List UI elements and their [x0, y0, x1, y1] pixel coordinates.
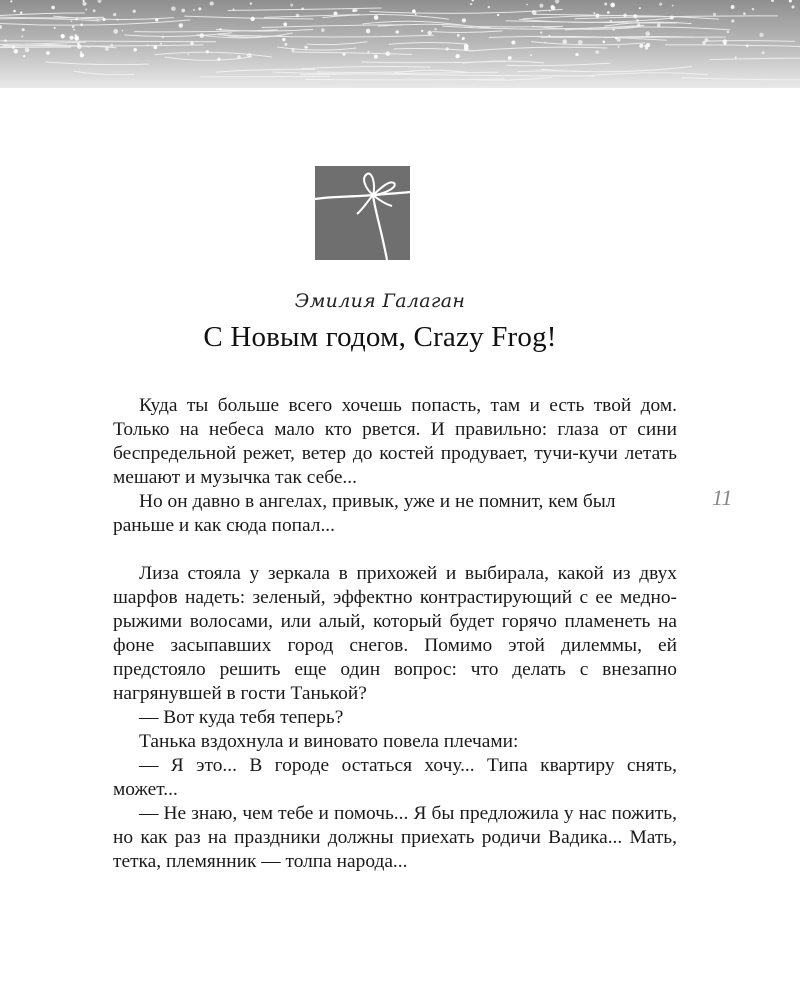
snow-dot — [791, 5, 794, 8]
snow-dot — [646, 43, 650, 47]
snow-dot — [333, 11, 337, 15]
snow-dot — [352, 9, 355, 12]
snow-dot — [604, 3, 607, 6]
snow-dot — [110, 44, 113, 47]
snow-dot — [232, 8, 234, 10]
snow-dot — [72, 25, 75, 28]
snow-dot — [75, 18, 78, 21]
snow-dot — [12, 46, 15, 49]
snow-dot — [147, 44, 149, 46]
snow-dot — [20, 12, 22, 14]
story-title: С Новым годом, Crazy Frog! — [203, 321, 557, 353]
snow-dot — [162, 36, 164, 38]
snow-dot — [296, 14, 300, 18]
snow-dot — [550, 5, 554, 9]
snow-dot — [13, 10, 16, 13]
snow-dot — [639, 7, 641, 9]
text-block-story — [113, 562, 677, 874]
paragraph: — Я это... В городе остаться хочу... Типа квартиру снять, может... — [113, 755, 677, 800]
snow-dot — [73, 29, 75, 31]
snow-dot — [51, 6, 55, 10]
snow-dot — [10, 0, 12, 2]
snow-dot — [762, 51, 765, 54]
snow-dot — [578, 40, 583, 45]
snow-dot — [133, 48, 137, 52]
snow-dot — [385, 51, 390, 56]
snow-dot — [367, 51, 369, 53]
snow-dot — [210, 1, 214, 5]
snow-dot — [396, 30, 399, 33]
snow-dot — [14, 49, 18, 54]
snow-dot — [199, 33, 204, 38]
snow-dot — [445, 47, 448, 50]
snow-dot — [102, 18, 105, 21]
snow-dot — [702, 41, 706, 45]
snow-dot — [54, 27, 56, 29]
paragraph: — Не знаю, чем тебе и помочь... Я бы предложила у нас пожить, но как раз на праздники должны приехать родичи Вадика... Мать, тетка, племянник — толпа народа... — [113, 803, 677, 872]
author-name: Эмилия Галаган — [294, 290, 466, 312]
snow-dot — [434, 28, 437, 31]
snow-dot — [670, 16, 674, 20]
snow-dot — [304, 46, 307, 49]
snow-dot — [508, 56, 512, 60]
snow-dot — [549, 10, 551, 12]
snow-dot — [633, 14, 638, 19]
snow-dot — [46, 51, 50, 55]
snow-dot — [69, 36, 73, 40]
snow-dot — [181, 9, 185, 13]
snow-dot — [250, 17, 254, 21]
snow-dot — [427, 31, 431, 35]
snow-dot — [644, 45, 646, 47]
snow-dot — [602, 40, 605, 43]
snow-dot — [74, 36, 79, 41]
snow-dot — [532, 10, 537, 15]
snow-dot — [731, 5, 735, 9]
paragraph: Но он давно в ангелах, привык, уже и не помнит, кем был раньше и как сюда попал... — [113, 491, 616, 536]
snow-dot — [153, 45, 157, 49]
snow-dot — [198, 7, 201, 10]
snow-dot — [752, 8, 755, 11]
snow-dot — [562, 39, 567, 44]
snow-dot — [122, 30, 124, 32]
snow-dot — [623, 14, 627, 18]
snow-dot — [617, 38, 621, 42]
snow-dot — [217, 58, 220, 61]
snow-dot — [544, 42, 546, 44]
snow-dot — [610, 20, 613, 23]
snow-dot — [4, 39, 6, 41]
snow-dot — [80, 24, 83, 27]
snow-dot — [612, 28, 614, 30]
snow-dot — [155, 18, 158, 21]
snow-dot — [511, 40, 515, 44]
snow-dot — [290, 4, 293, 7]
snow-dot — [639, 44, 643, 48]
snow-dot — [247, 53, 252, 58]
snow-dot — [462, 37, 465, 40]
snow-dot — [637, 23, 640, 26]
snow-dot — [219, 28, 222, 31]
snow-dot — [636, 19, 639, 22]
snow-dot — [548, 35, 550, 37]
snow-dot — [93, 9, 96, 12]
snow-dot — [71, 20, 73, 22]
snow-dot — [61, 34, 65, 38]
snow-dot — [759, 33, 763, 37]
snow-dot — [171, 6, 176, 11]
snow-dot — [179, 23, 183, 27]
snow-dot — [283, 22, 287, 26]
snow-dot — [704, 38, 708, 42]
snow-dot — [657, 24, 661, 28]
snow-dot — [412, 9, 416, 13]
snow-dot — [724, 42, 727, 45]
snow-dot — [21, 35, 23, 37]
snow-dot — [117, 19, 119, 21]
snow-dot — [731, 19, 734, 22]
snow-dot — [595, 14, 599, 18]
snow-dot — [470, 3, 472, 5]
snow-dot — [672, 5, 674, 7]
snow-dot — [659, 3, 662, 6]
snow-dot — [80, 53, 84, 57]
snow-dot — [206, 50, 209, 53]
snow-dot — [160, 43, 162, 45]
snow-dot — [497, 14, 499, 16]
snow-dot — [301, 8, 304, 11]
snow-dot — [540, 31, 542, 33]
snow-dot — [85, 9, 87, 11]
snow-dot — [25, 48, 30, 53]
snow-dot — [23, 55, 25, 57]
snow-dot — [113, 29, 118, 34]
snow-dot — [746, 44, 749, 47]
snow-dot — [22, 28, 25, 31]
snow-dot — [713, 13, 716, 16]
paragraph: Лиза стояла у зеркала в прихожей и выбирала, какой из двух шарфов надеть: зеленый, эффектно контрастирующий с ее медно-рыжими волосами, или алый, который будет горячо пламенеть на фоне засыпавших город снегов. Помимо этой дилеммы, ей предстояло решить еще один вопрос: что делать с внезапно нагрянувшей в гости Танькой? — [113, 563, 677, 704]
snow-dot — [321, 28, 325, 32]
snow-dot — [374, 15, 379, 20]
snow-dot — [250, 3, 252, 5]
snow-dot — [575, 53, 578, 56]
snow-dot — [593, 12, 595, 14]
snow-dot — [595, 50, 599, 54]
snow-dot — [415, 13, 417, 15]
snow-dot — [133, 10, 136, 13]
snow-dot — [610, 3, 615, 8]
snow-dot — [539, 4, 543, 8]
snow-dot — [105, 47, 109, 51]
snow-dot — [607, 11, 610, 14]
snow-dot — [455, 54, 459, 58]
snow-dot — [291, 48, 294, 51]
snow-dot — [464, 47, 469, 52]
snow-dot — [187, 54, 189, 56]
snow-dot — [190, 41, 194, 45]
snow-dot — [526, 4, 528, 6]
snow-dot — [462, 18, 466, 22]
snow-dot — [674, 16, 676, 18]
snow-dot — [342, 52, 345, 55]
snow-dot — [645, 31, 650, 36]
snow-dot — [530, 54, 532, 56]
page-number: 11 — [712, 485, 733, 510]
snow-dot — [97, 19, 99, 21]
snow-dot — [727, 31, 729, 33]
text-block-intro — [113, 394, 677, 538]
snow-dot — [366, 29, 370, 33]
snow-dot — [735, 57, 737, 59]
snow-dot — [284, 43, 287, 46]
snow-dot — [113, 13, 116, 16]
header-decoration — [0, 0, 800, 88]
snow-dot — [743, 12, 746, 15]
paragraph: — Вот куда тебя теперь? — [139, 707, 344, 728]
paragraph: Куда ты больше всего хочешь попасть, там и есть твой дом. Только на небеса мало кто рвется. И правильно: глаза от сини беспредельной режет, ветер до костей продувает, тучи-кучи летать мешают и музычка так себе... — [113, 395, 677, 488]
snow-dot — [421, 30, 423, 32]
snow-dot — [488, 6, 490, 8]
paragraph: Танька вздохнула и виновато повела плечами: — [139, 731, 519, 752]
gift-box-icon — [315, 166, 410, 260]
snow-dot — [237, 55, 241, 59]
snow-dot — [374, 55, 378, 59]
snow-dot — [282, 38, 285, 41]
snow-dot — [82, 2, 86, 6]
snow-dot — [618, 46, 620, 48]
snow-dot — [457, 34, 460, 37]
snow-dot — [77, 44, 82, 49]
snow-dot — [193, 9, 195, 11]
